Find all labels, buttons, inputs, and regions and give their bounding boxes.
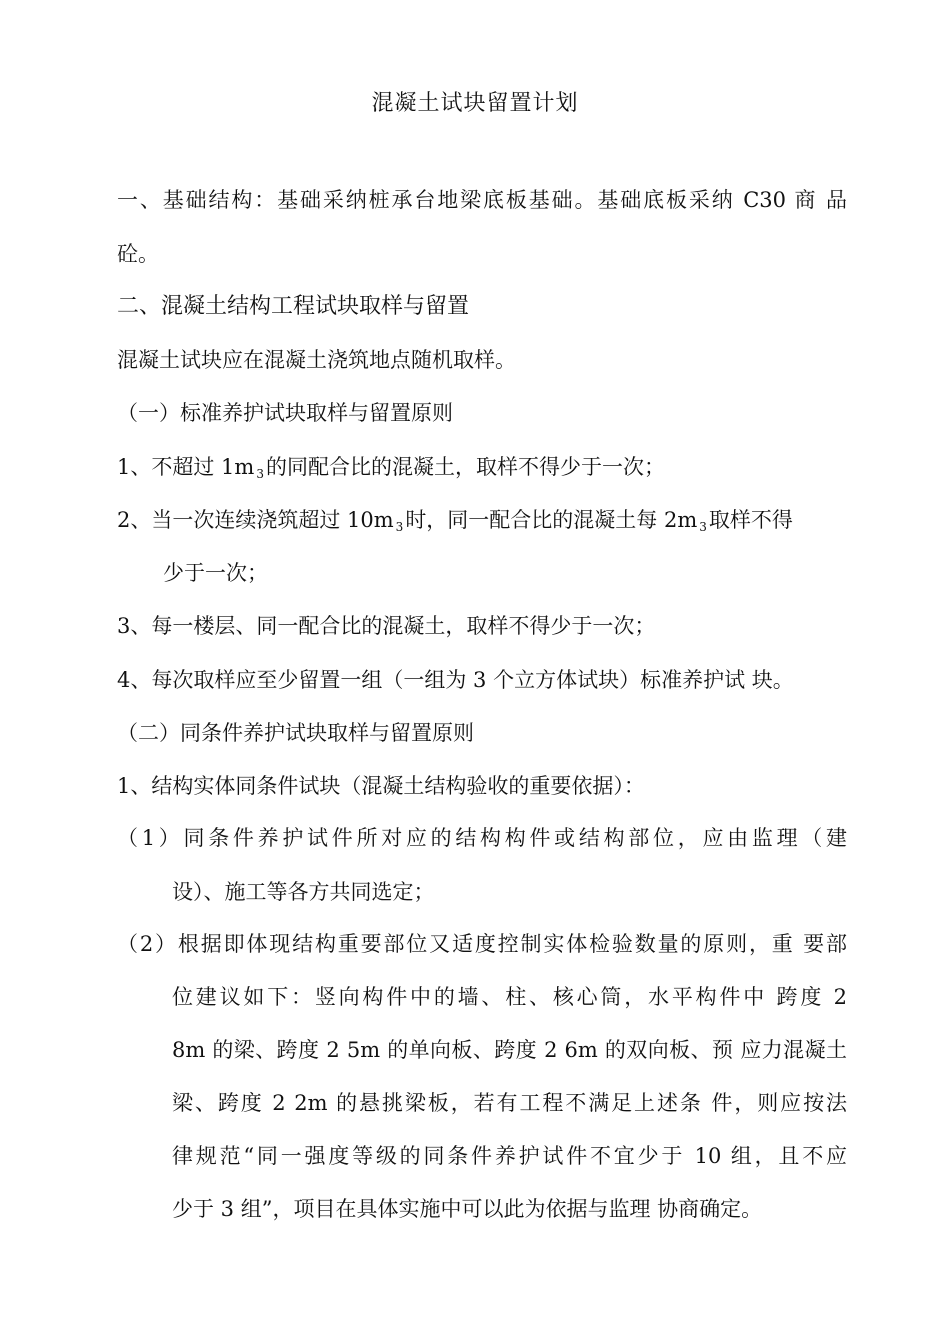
part1-item1	[117, 453, 847, 484]
section1-line1: 一、基础结构：基础采纳桩承台地梁底板基础。基础底板采纳 C30 商 品	[117, 188, 847, 212]
part1-heading: （一）标准养护试块取样与留置原则	[117, 401, 453, 425]
part2-sub2-line5: 律规范“同一强度等级的同条件养护试件不宜少于 10 组，且不应	[172, 1144, 847, 1168]
part2-sub1-line2: 设）、施工等各方共同选定；	[172, 880, 435, 904]
part1-item1-text-a: 1、不超过 1m	[117, 455, 255, 479]
part1-item2	[117, 506, 847, 537]
part2-sub2-line1: （2）根据即体现结构重要部位又适度控制实体检验数量的原则，重 要部	[117, 932, 847, 956]
part1-item1-text-b: 的同配合比的混凝土，取样不得少于一次；	[265, 455, 665, 479]
section1-line2: 砼。	[117, 242, 159, 266]
part1-item4: 4、每次取样应至少留置一组（一组为 3 个立方体试块）标准养护试 块。	[117, 668, 794, 692]
part1-item2-superscript-2: 3	[699, 520, 707, 534]
part1-item2-superscript-1: 3	[395, 520, 404, 534]
part2-sub2-line2: 位建议如下：竖向构件中的墙、柱、核心筒，水平构件中 跨度 2	[172, 985, 847, 1009]
section2-heading: 二、混凝土结构工程试块取样与留置	[117, 294, 470, 319]
document-title: 混凝土试块留置计划	[371, 91, 579, 116]
part1-item2-continuation: 少于一次；	[163, 561, 268, 585]
part2-sub2-line6: 少于 3 组”，项目在具体实施中可以此为依据与监理 协商确定。	[172, 1197, 763, 1221]
section2-intro: 混凝土试块应在混凝土浇筑地点随机取样。	[117, 348, 516, 372]
part2-item1: 1、结构实体同条件试块（混凝土结构验收的重要依据）：	[117, 774, 645, 798]
part1-item3: 3、每一楼层、同一配合比的混凝土，取样不得少于一次；	[117, 614, 656, 638]
part1-item2-text-b: 时，同一配合比的混凝土每 2m	[405, 508, 698, 532]
part1-item1-superscript: 3	[256, 467, 264, 481]
part1-item2-text-c: 取样不得	[708, 508, 793, 532]
part1-item2-text-a: 2、当一次连续浇筑超过 10m	[117, 508, 394, 532]
part2-sub2-line4: 梁、跨度 2 2m 的悬挑梁板，若有工程不满足上述条 件，则应按法	[172, 1091, 847, 1115]
part2-sub2-line3: 8m 的梁、跨度 2 5m 的单向板、跨度 2 6m 的双向板、预 应力混凝土	[172, 1038, 847, 1062]
part2-sub1-line1: （1）同条件养护试件所对应的结构构件或结构部位，应由监理（建	[117, 826, 847, 850]
part2-heading: （二）同条件养护试块取样与留置原则	[117, 721, 474, 745]
